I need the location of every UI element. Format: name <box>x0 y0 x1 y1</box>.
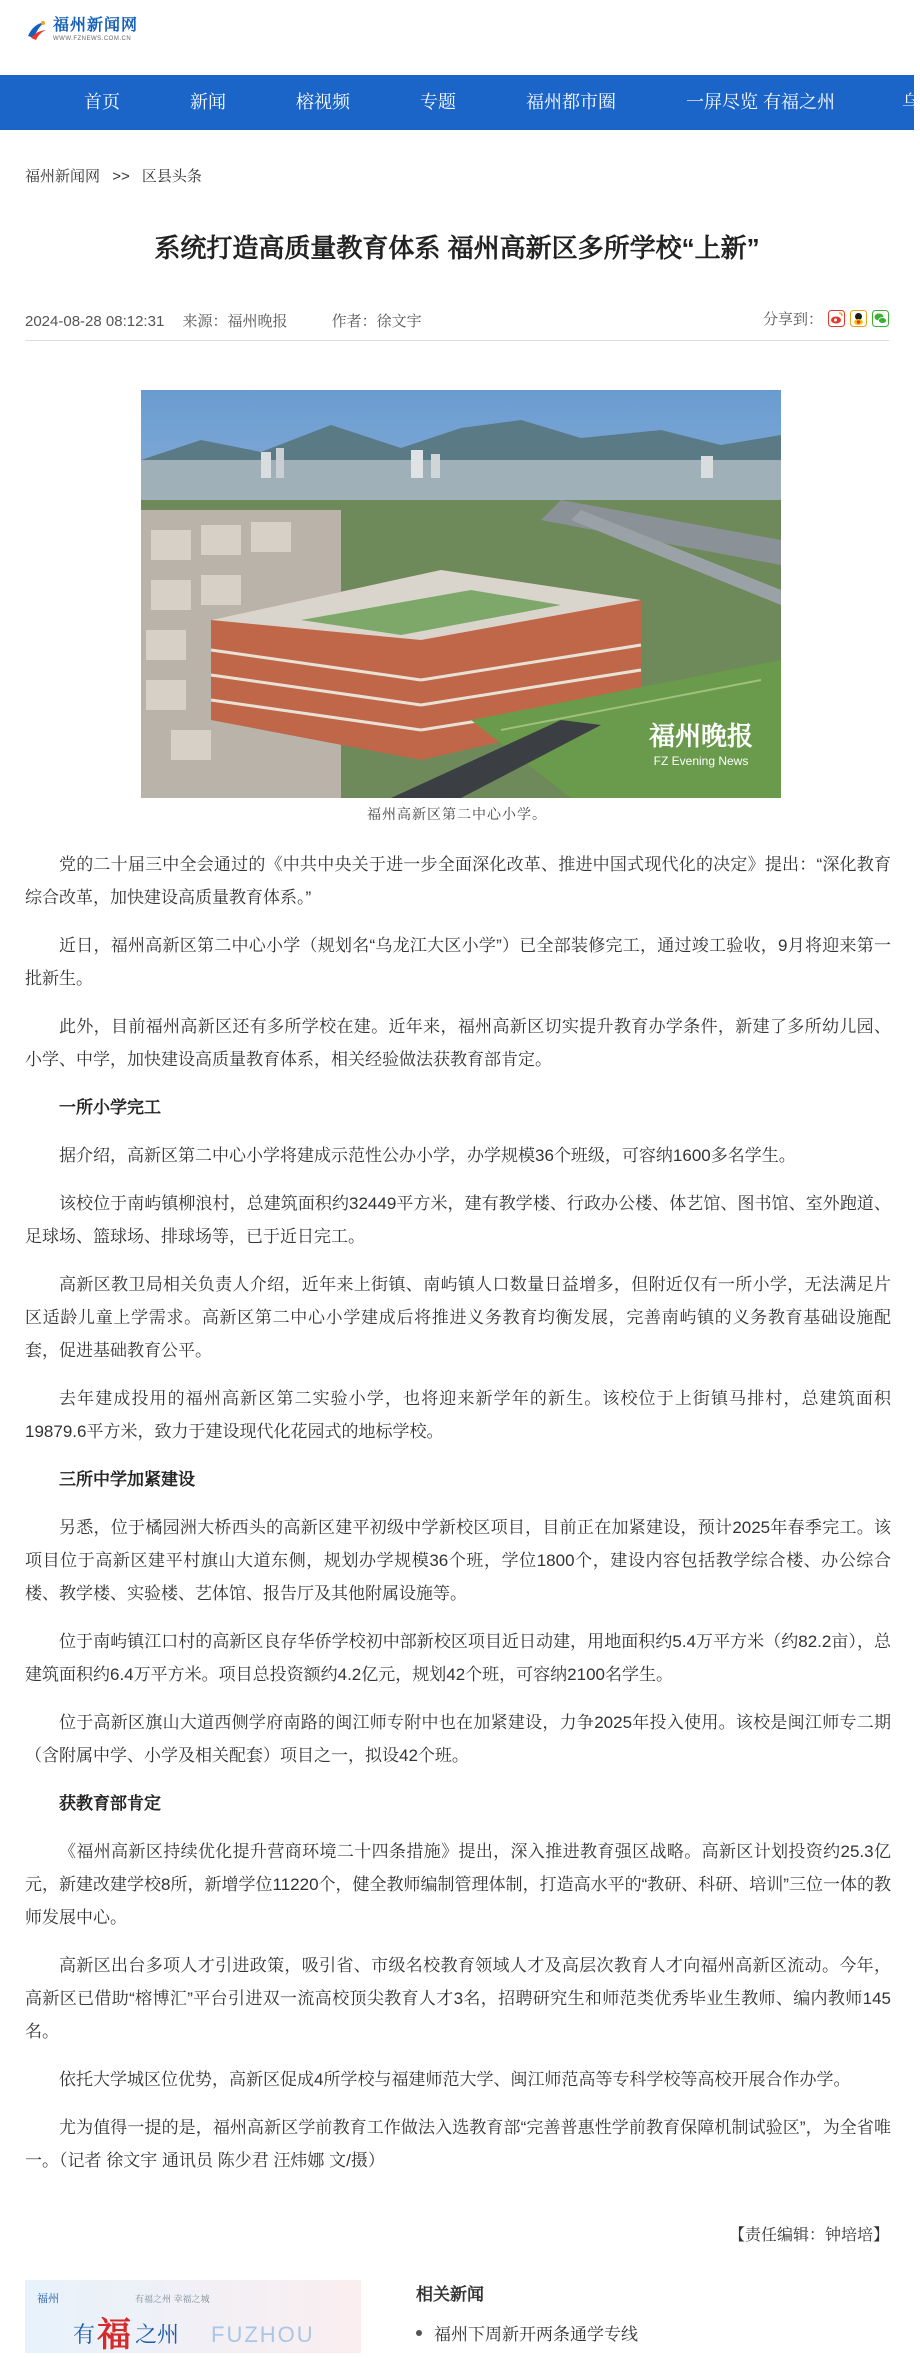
article-paragraph: 位于南屿镇江口村的高新区良存华侨学校初中部新校区项目近日动建，用地面积约5.4万平方米（约82.2亩），总建筑面积约6.4万平方米。项目总投资额约4.2亿元，规划42个班，可容纳2100名学生。 <box>25 1632 891 1684</box>
banner-top-left: 福州 <box>37 2293 59 2305</box>
banner-main-en: FUZHOU <box>211 2322 315 2347</box>
share-bar <box>763 308 889 329</box>
related-news-item[interactable] <box>416 2320 638 2345</box>
nav-item-metro[interactable]: 福州都市圈 <box>526 92 616 112</box>
article-paragraph: 依托大学城区位优势，高新区促成4所学校与福建师范大学、闽江师范高等专科学校等高校开展合作办学。 <box>59 2070 851 2089</box>
article-paragraph: 高新区出台多项人才引进政策，吸引省、市级名校教育领域人才及高层次教育人才向福州高新区流动。今年，高新区已借助“榕博汇”平台引进双一流高校顶尖教育人才3名，招聘研究生和师范类优秀毕业生教师、编内教师145名。 <box>25 1956 891 2041</box>
qzone-icon[interactable] <box>850 310 867 327</box>
section-heading: 三所中学加紧建设 <box>59 1470 195 1489</box>
nav-item-topics[interactable]: 专题 <box>420 92 456 112</box>
photo-caption: 福州高新区第二中心小学。 <box>367 807 547 823</box>
article-title: 系统打造高质量教育体系 福州高新区多所学校“上新” <box>154 233 760 263</box>
responsible-editor: 【责任编辑：钟培培】 <box>728 2227 889 2244</box>
nav-item-more[interactable]: 乌 <box>902 92 920 112</box>
site-logo[interactable] <box>25 14 138 46</box>
breadcrumb-home-link[interactable]: 福州新闻网 <box>25 168 101 185</box>
article-paragraph: 尤为值得一提的是，福州高新区学前教育工作做法入选教育部“完善普惠性学前教育保障机制试验区”，为全省唯一。（记者 徐文宇 通讯员 陈少君 汪炜娜 文/摄） <box>25 2118 891 2170</box>
logo-text: 福州新闻网 <box>53 17 139 34</box>
meta-divider <box>25 340 889 341</box>
share-label: 分享到： <box>762 311 823 328</box>
article-paragraph: 此外，目前福州高新区还有多所学校在建。近年来，福州高新区切实提升教育办学条件，新建了多所幼儿园、小学、中学，加快建设高质量教育体系，相关经验做法获教育部肯定。 <box>25 1017 891 1069</box>
article-body <box>25 848 891 2192</box>
nav-item-video[interactable]: 榕视频 <box>296 92 350 112</box>
article-paragraph: 高新区教卫局相关负责人介绍，近年来上街镇、南屿镇人口数量日益增多，但附近仅有一所小学，无法满足片区适龄儿童上学需求。高新区第二中心小学建成后将推进义务教育均衡发展，完善南屿镇的义务教育基础设施配套，促进基础教育公平。 <box>25 1275 891 1360</box>
banner-main-prefix: 有 <box>73 2323 96 2348</box>
banner-top-tag: 有福之州 幸福之城 <box>135 2294 210 2304</box>
article-source: 来源：福州晚报 <box>182 313 288 330</box>
article-paragraph: 据介绍，高新区第二中心小学将建成示范性公办小学，办学规模36个班级，可容纳1600多名学生。 <box>59 1146 796 1165</box>
section-heading: 获教育部肯定 <box>59 1794 161 1813</box>
article-paragraph: 近日，福州高新区第二中心小学（规划名“乌龙江大区小学”）已全部装修完工，通过竣工验收，9月将迎来第一批新生。 <box>25 936 891 988</box>
related-news-link[interactable]: 福州下周新开两条通学专线 <box>434 2325 638 2344</box>
article-datetime: 2024-08-28 08:12:31 <box>25 313 165 330</box>
section-heading: 一所小学完工 <box>59 1098 161 1117</box>
article-photo <box>141 390 781 798</box>
photo-watermark-cn: 福州晚报 <box>648 722 754 752</box>
article-paragraph: 党的二十届三中全会通过的《中共中央关于进一步全面深化改革、推进中国式现代化的决定》提出：“深化教育综合改革，加快建设高质量教育体系。” <box>25 855 891 907</box>
related-news-title: 相关新闻 <box>416 2285 484 2304</box>
breadcrumb-separator: >> <box>112 168 130 185</box>
banner-main-suffix: 之州 <box>135 2323 180 2348</box>
nav-item-home[interactable]: 首页 <box>84 92 120 112</box>
article-paragraph: 位于高新区旗山大道西侧学府南路的闽江师专附中也在加紧建设，力争2025年投入使用。该校是闽江师专二期（含附属中学、小学及相关配套）项目之一，拟设42个班。 <box>25 1713 891 1765</box>
article-author: 作者：徐文宇 <box>331 313 422 330</box>
article-paragraph: 该校位于南屿镇柳浪村，总建筑面积约32449平方米，建有教学楼、行政办公楼、体艺馆、图书馆、室外跑道、足球场、篮球场、排球场等，已于近日完工。 <box>25 1194 891 1246</box>
article-paragraph: 另悉，位于橘园洲大桥西头的高新区建平初级中学新校区项目，目前正在加紧建设，预计2025年春季完工。该项目位于高新区建平村旗山大道东侧，规划办学规模36个班，学位1800个，建设内容包括教学综合楼、办公综合楼、教学楼、实验楼、艺体馆、报告厅及其他附属设施等。 <box>25 1518 891 1603</box>
breadcrumb <box>25 165 202 186</box>
promo-banner[interactable] <box>25 2280 361 2353</box>
main-nav <box>0 75 920 130</box>
article-paragraph: 《福州高新区持续优化提升营商环境二十四条措施》提出，深入推进教育强区战略。高新区计划投资约25.3亿元，新建改建学校8所，新增学位11220个，健全教师编制管理体制，打造高水平的“教研、科研、培训”三位一体的教师发展中心。 <box>25 1842 891 1927</box>
weibo-icon[interactable] <box>828 310 845 327</box>
nav-item-news[interactable]: 新闻 <box>190 92 226 112</box>
nav-item-fuzhou[interactable]: 一屏尽览 有福之州 <box>686 92 836 112</box>
logo-mark-icon <box>25 18 49 42</box>
wechat-icon[interactable] <box>872 310 889 327</box>
article-paragraph: 去年建成投用的福州高新区第二实验小学，也将迎来新学年的新生。该校位于上街镇马排村，总建筑面积19879.6平方米，致力于建设现代化花园式的地标学校。 <box>25 1389 891 1441</box>
bullet-icon <box>416 2330 422 2336</box>
breadcrumb-section-link[interactable]: 区县头条 <box>141 168 202 185</box>
banner-main-fu: 福 <box>97 2315 131 2355</box>
article-meta <box>25 310 436 331</box>
photo-watermark-en: FZ Evening News <box>653 754 749 768</box>
logo-url: WWW.FZNEWS.COM.CN <box>53 36 132 42</box>
